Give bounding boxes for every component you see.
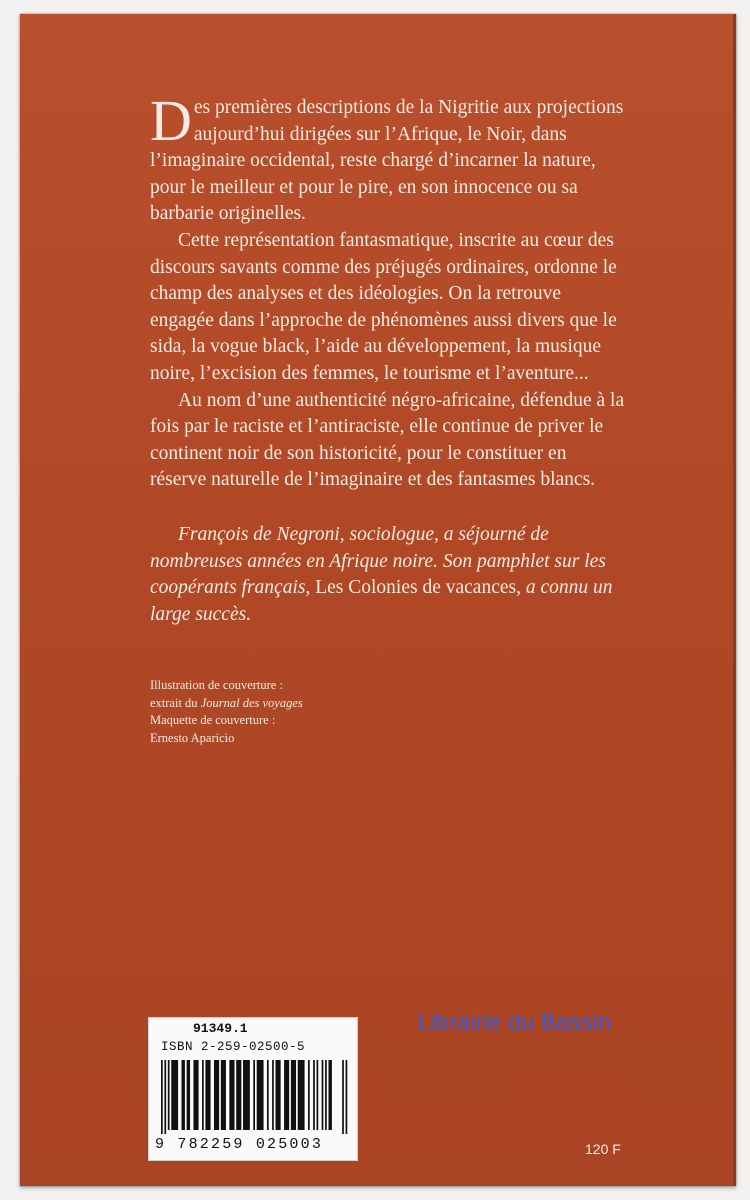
author-bio-book-title: Les Colonies de vacances,: [315, 577, 521, 599]
cover-credits: [150, 677, 490, 747]
barcode-label: [148, 1017, 358, 1161]
barcode-bar: [325, 1060, 327, 1130]
illustration-prefix: extrait du: [150, 695, 198, 710]
barcode-bar: [272, 1060, 274, 1130]
price: 120 F: [585, 1141, 621, 1157]
barcode-bar: [202, 1060, 204, 1130]
barcode-bar: [243, 1060, 250, 1130]
blurb-paragraph-3: Au nom d’une authenticité négro-africaine, défendue à la fois par le raciste et l’antiraciste, elle continue de priver le continent noir de son historicité, pour le constituer en réserve naturelle de l’imaginaire et des fantasmes blancs.: [150, 389, 625, 491]
barcode-bar: [346, 1060, 348, 1134]
maquette-name: Ernesto Aparicio: [150, 730, 235, 745]
barcode-bar: [342, 1060, 344, 1134]
blurb-paragraph-2: Cette représentation fantasmatique, inscrite au cœur des discours savants comme des préjugés ordinaires, ordonne le champ des analyses et des idéologies. On la retrouve engagée dans l’approche de phénomènes aussi divers que le sida, la vogue black, l’aide au développement, la musique noire, l’excision des femmes, le tourisme et l’aventure...: [150, 229, 617, 384]
blurb-paragraph-1-text: es premières descriptions de la Nigritie aux projections aujourd’hui dirigées sur l’Afrique, le Noir, dans l’imaginaire occidental, reste chargé d’incarner la nature, pour le meilleur et pour le pire, en son innocence ou sa barbarie originelles.: [150, 97, 624, 225]
barcode-bar: [308, 1060, 310, 1130]
barcode-bar: [276, 1060, 281, 1130]
barcode-bar: [328, 1060, 331, 1130]
barcode-bar: [187, 1060, 190, 1130]
barcode-bar: [168, 1060, 170, 1130]
blurb-paragraph-1: [150, 88, 626, 228]
blurb: [150, 88, 626, 628]
barcode-bar: [205, 1060, 210, 1130]
illustration-label: Illustration de couverture :: [150, 678, 283, 692]
author-bio-part-2: a connu un large succès.: [150, 577, 613, 625]
barcode-bar: [214, 1060, 219, 1130]
barcode-bar: [221, 1060, 226, 1130]
illustration-source: Journal des voyages: [200, 695, 303, 710]
ean-number: 9 782259 025003: [155, 1136, 324, 1153]
drop-cap: D: [150, 88, 192, 153]
author-bio: [150, 522, 626, 628]
barcode-bar: [267, 1060, 269, 1130]
barcode-bar: [291, 1060, 296, 1130]
barcode-bar: [171, 1060, 178, 1130]
bookseller-watermark: Librairie du Bassin: [418, 1009, 612, 1035]
barcode-bar: [298, 1060, 305, 1130]
barcode-bar: [317, 1060, 319, 1130]
illustration-credit: [150, 695, 490, 713]
barcode-bar: [253, 1060, 255, 1130]
barcode-bar: [313, 1060, 315, 1130]
barcode-bar: [164, 1060, 166, 1134]
barcode-bar: [229, 1060, 234, 1130]
author-bio-part-1: François de Negroni, sociologue, a séjourné de nombreuses années en Afrique noire. Son pamphlet sur les coopérants français,: [150, 523, 606, 599]
product-code: 91349.1: [193, 1021, 248, 1036]
barcode-bar: [161, 1060, 163, 1134]
isbn-number: ISBN 2-259-02500-5: [161, 1040, 306, 1054]
barcode-bar: [284, 1060, 289, 1130]
barcode-bars: [161, 1060, 349, 1134]
barcode-bar: [257, 1060, 264, 1130]
barcode-bar: [182, 1060, 185, 1130]
barcode-bar: [322, 1060, 324, 1130]
barcode-bar: [236, 1060, 241, 1130]
back-cover: [20, 14, 736, 1186]
barcode-bar: [193, 1060, 198, 1130]
maquette-label: Maquette de couverture :: [150, 713, 276, 728]
